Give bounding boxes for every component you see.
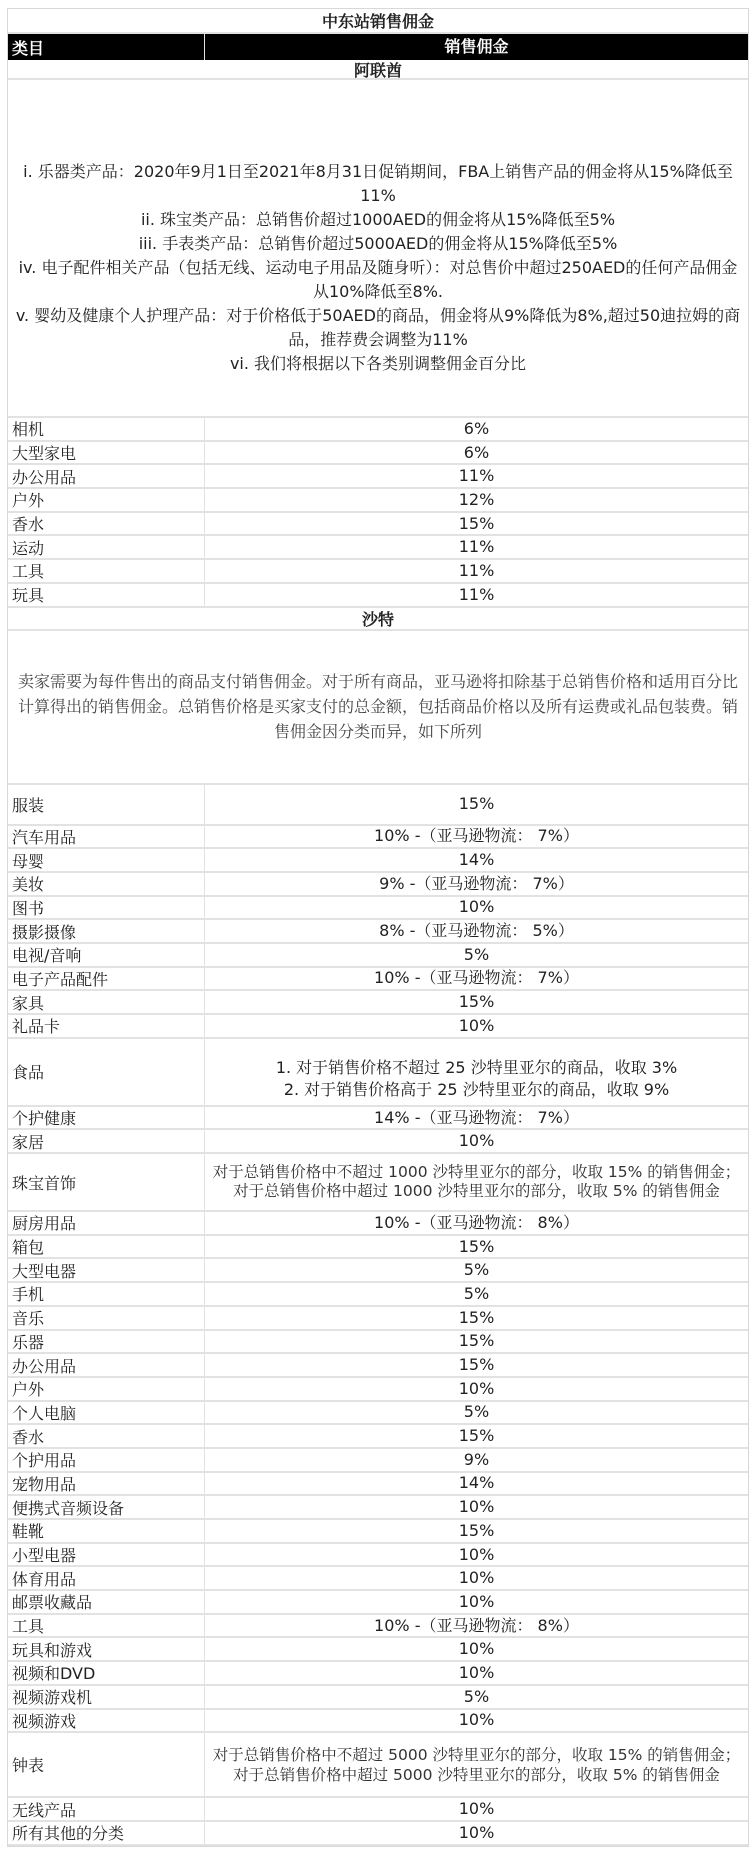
commission-line: 1. 对于销售价格不超过 25 沙特里亚尔的商品，收取 3% (275, 1057, 678, 1077)
commission-cell: 15% (458, 1307, 495, 1327)
table-row (8, 560, 748, 584)
category-cell: 办公用品 (8, 1354, 205, 1376)
table-row (8, 1662, 748, 1686)
table-row (8, 513, 748, 537)
category-cell: 图书 (8, 897, 205, 919)
uae-notes (8, 80, 748, 418)
category-cell: 个护用品 (8, 1449, 205, 1471)
category-cell: 母婴 (8, 849, 205, 871)
region-saudi (8, 608, 748, 631)
category-cell: 摄影摄像 (8, 920, 205, 942)
table-row (8, 1822, 748, 1846)
saudi-intro (8, 631, 748, 785)
commission-cell: 5% (463, 1260, 490, 1280)
category-cell: 美妆 (8, 873, 205, 895)
table-row (8, 1615, 748, 1639)
table-row (8, 442, 748, 466)
table-row (8, 1733, 748, 1798)
commission-cell: 11% (458, 560, 495, 580)
table-row (8, 1015, 748, 1039)
category-cell: 音乐 (8, 1307, 205, 1329)
commission-cell: 15% (458, 992, 495, 1012)
commission-cell: 15% (458, 1355, 495, 1375)
table-row (8, 418, 748, 442)
table-row (8, 1378, 748, 1402)
commission-cell: 5% (463, 1686, 490, 1706)
uae-note: ii. 珠宝类产品：总销售价超过1000AED的佣金将从15%降低至5% (140, 210, 616, 229)
commission-cell: 11% (458, 537, 495, 557)
table-row (8, 873, 748, 897)
table-row (8, 1544, 748, 1568)
commission-cell: 10% (458, 1015, 495, 1035)
commission-cell: 9% (463, 1449, 490, 1469)
commission-cell: 对于总销售价格中不超过 1000 沙特里亚尔的部分，收取 15% 的销售佣金；对于总销售价格中超过 1000 沙特里亚尔的部分，收取 5% 的销售佣金 (212, 1163, 741, 1201)
table-row (8, 1591, 748, 1615)
commission-cell: 15% (458, 1520, 495, 1540)
commission-cell: 10% -（亚马逊物流： 8%） (374, 1615, 579, 1635)
table-row (8, 1354, 748, 1378)
category-cell: 家居 (8, 1130, 205, 1152)
uae-note: iv. 电子配件相关产品（包括无线、运动电子用品及随身听）：对总售价中超过250AED的任何产品佣金从10%降低至8%. (18, 258, 738, 301)
table-row (8, 1520, 748, 1544)
category-cell: 体育用品 (8, 1567, 205, 1589)
table-row (8, 785, 748, 826)
commission-cell: 11% (458, 584, 495, 604)
table-row (8, 1710, 748, 1734)
table-row (8, 1638, 748, 1662)
commission-cell: 10% -（亚马逊物流： 7%） (374, 826, 579, 846)
uae-note: i. 乐器类产品：2020年9月1日至2021年8月31日促销期间，FBA上销售产品的佣金将从15%降低至11% (23, 162, 733, 205)
commission-cell: 15% (458, 513, 495, 533)
commission-cell: 6% (463, 442, 490, 462)
commission-cell: 10% (458, 1799, 495, 1819)
category-cell: 视频和DVD (8, 1662, 205, 1684)
table-row (8, 944, 748, 968)
table-row (8, 1283, 748, 1307)
table-row (8, 536, 748, 560)
table-row (8, 584, 748, 608)
category-cell: 个护健康 (8, 1107, 205, 1129)
commission-cell: 5% (463, 1283, 490, 1303)
table-row (8, 489, 748, 513)
category-cell: 运动 (8, 536, 205, 558)
category-cell: 香水 (8, 1425, 205, 1447)
commission-cell: 对于总销售价格中不超过 5000 沙特里亚尔的部分，收取 15% 的销售佣金；对于总销售价格中超过 5000 沙特里亚尔的部分，收取 5% 的销售佣金 (212, 1745, 741, 1784)
table-row (8, 1107, 748, 1131)
category-cell: 大型电器 (8, 1259, 205, 1281)
table-title (8, 9, 748, 34)
category-cell: 鞋靴 (8, 1520, 205, 1542)
commission-cell: 8% -（亚马逊物流： 5%） (379, 921, 574, 941)
category-cell: 小型电器 (8, 1544, 205, 1566)
commission-line: 2. 对于销售价格高于 25 沙特里亚尔的商品，收取 9% (283, 1079, 670, 1099)
table-row (8, 1236, 748, 1260)
commission-cell: 14% (458, 850, 495, 870)
category-cell: 箱包 (8, 1236, 205, 1258)
category-cell: 玩具 (8, 584, 205, 606)
category-cell: 便携式音频设备 (8, 1496, 205, 1518)
category-cell: 所有其他的分类 (8, 1822, 205, 1844)
category-cell: 邮票收藏品 (8, 1591, 205, 1613)
commission-cell: 9% -（亚马逊物流： 7%） (379, 873, 574, 893)
region-uae (8, 60, 748, 80)
category-cell: 钟表 (8, 1733, 205, 1796)
table-row (8, 849, 748, 873)
category-cell: 户外 (8, 1378, 205, 1400)
table-row (8, 1039, 748, 1107)
commission-cell: 15% (458, 794, 495, 813)
region-uae-label: 阿联酋 (353, 60, 402, 80)
table-row (8, 1212, 748, 1236)
commission-cell: 10% (458, 1544, 495, 1564)
category-cell: 家具 (8, 991, 205, 1013)
table-row (8, 920, 748, 944)
commission-cell: 11% (458, 466, 495, 486)
table-row (8, 1307, 748, 1331)
category-cell: 服装 (8, 785, 205, 824)
table-row (8, 1331, 748, 1355)
category-cell: 厨房用品 (8, 1212, 205, 1234)
table-row (8, 1402, 748, 1426)
table-row (8, 1449, 748, 1473)
commission-cell: 10% -（亚马逊物流： 8%） (374, 1212, 579, 1232)
commission-cell: 14% -（亚马逊物流： 7%） (374, 1107, 579, 1127)
category-cell: 珠宝首饰 (8, 1154, 205, 1210)
category-cell: 视频游戏 (8, 1710, 205, 1732)
category-cell: 相机 (8, 418, 205, 440)
category-cell: 汽车用品 (8, 826, 205, 848)
header-commission: 销售佣金 (444, 37, 509, 56)
table-row (8, 897, 748, 921)
commission-cell: 10% (458, 1639, 495, 1659)
table-row (8, 1154, 748, 1212)
table-row (8, 1130, 748, 1154)
commission-table (7, 8, 749, 1847)
category-cell: 乐器 (8, 1331, 205, 1353)
table-row (8, 1473, 748, 1497)
region-saudi-label: 沙特 (361, 609, 394, 629)
commission-cell: 6% (463, 418, 490, 438)
uae-note: vi. 我们将根据以下各类别调整佣金百分比 (229, 354, 527, 373)
category-cell: 个人电脑 (8, 1402, 205, 1424)
category-cell: 工具 (8, 560, 205, 582)
category-cell: 电子产品配件 (8, 968, 205, 990)
category-cell: 手机 (8, 1283, 205, 1305)
category-cell: 户外 (8, 489, 205, 511)
commission-cell: 5% (463, 1402, 490, 1422)
commission-cell: 10% (458, 1662, 495, 1682)
table-header (8, 34, 748, 60)
header-category: 类目 (8, 34, 205, 60)
category-cell: 食品 (8, 1039, 205, 1105)
category-cell: 礼品卡 (8, 1015, 205, 1037)
category-cell: 玩具和游戏 (8, 1638, 205, 1660)
category-cell: 电视/音响 (8, 944, 205, 966)
commission-cell: 10% (458, 1131, 495, 1151)
commission-cell: 14% (458, 1473, 495, 1493)
table-row (8, 826, 748, 850)
table-row (8, 1425, 748, 1449)
category-cell: 香水 (8, 513, 205, 535)
category-cell: 大型家电 (8, 442, 205, 464)
table-row (8, 968, 748, 992)
uae-note: v. 婴幼及健康个人护理产品：对于价格低于50AED的商品，佣金将从9%降低为8%,超过50迪拉姆的商品，推荐费会调整为11% (15, 306, 741, 349)
commission-cell: 15% (458, 1331, 495, 1351)
table-row (8, 1686, 748, 1710)
commission-cell: 10% (458, 1568, 495, 1588)
category-cell: 视频游戏机 (8, 1686, 205, 1708)
table-row (8, 1496, 748, 1520)
category-cell: 无线产品 (8, 1798, 205, 1820)
table-row (8, 1567, 748, 1591)
table-row (8, 1259, 748, 1283)
commission-cell: 10% -（亚马逊物流： 7%） (374, 968, 579, 988)
commission-cell: 10% (458, 1497, 495, 1517)
commission-cell: 10% (458, 1591, 495, 1611)
category-cell: 宠物用品 (8, 1473, 205, 1495)
uae-note: iii. 手表类产品：总销售价超过5000AED的佣金将从15%降低至5% (138, 234, 618, 253)
commission-cell: 5% (463, 944, 490, 964)
table-row (8, 991, 748, 1015)
table-row (8, 465, 748, 489)
saudi-intro-text: 卖家需要为每件售出的商品支付销售佣金。对于所有商品，亚马逊将扣除基于总销售价格和适用百分比计算得出的销售佣金。总销售价格是买家支付的总金额，包括商品价格以及所有运费或礼品包装费。销售佣金因分类而异，如下所列 (17, 672, 738, 741)
commission-cell: 12% (458, 489, 495, 509)
commission-cell: 15% (458, 1426, 495, 1446)
commission-cell: 10% (458, 1378, 495, 1398)
category-cell: 工具 (8, 1615, 205, 1637)
category-cell: 办公用品 (8, 465, 205, 487)
commission-cell: 10% (458, 1822, 495, 1842)
title-text: 中东站销售佣金 (321, 12, 434, 31)
commission-cell (205, 1039, 748, 1105)
commission-cell: 10% (458, 897, 495, 917)
commission-cell: 10% (458, 1710, 495, 1730)
table-row (8, 1798, 748, 1822)
commission-cell: 15% (458, 1236, 495, 1256)
